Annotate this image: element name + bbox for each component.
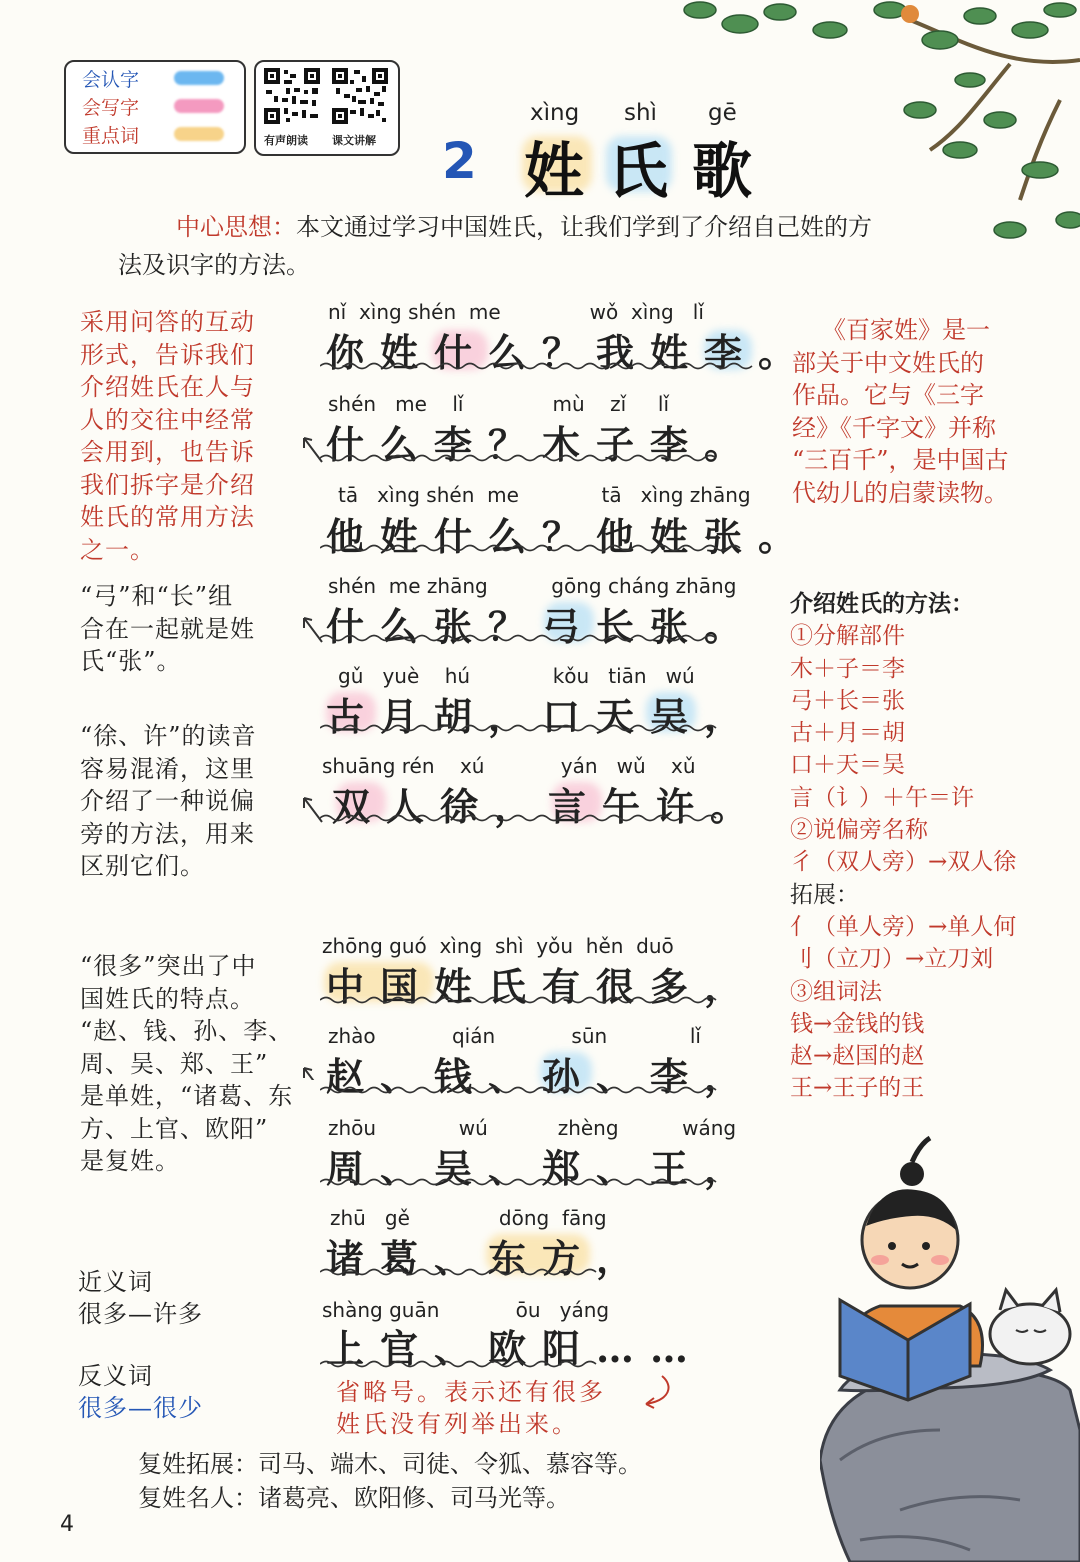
verse-wavy-underlines [320, 362, 760, 1372]
title-pinyin-2: shì [624, 100, 657, 126]
verse-line-10: 诸葛、东方， [326, 1236, 651, 1281]
center-idea-text-2: 法及识字的方法。 [118, 251, 310, 279]
legend-swatch-blue [174, 71, 224, 85]
title-pinyin-1: xìng [530, 100, 580, 126]
ellipsis-note-1: 省略号。表示还有很多 [336, 1378, 606, 1406]
note-gong-chang: “弓”和“长”组 合在一起就是姓 氏“张”。 [80, 582, 255, 675]
synonym-pair: 很多—许多 [78, 1300, 203, 1328]
note-baijiaxing: 《百家姓》是一 部关于中文姓氏的 作品。它与《三字 经》《千字文》并称 “三百千”，是中国古 代幼儿的启蒙读物。 [792, 316, 1009, 507]
verse-line-11: 上官、欧阳…… [326, 1326, 705, 1371]
legend-box [64, 60, 246, 154]
qr-code-lecture-icon[interactable] [332, 68, 388, 124]
verse-pinyin-7: zhōng guó xìng shì yǒu hěn duō [322, 934, 674, 958]
qr-label-reading: 有声朗读 [264, 134, 308, 147]
verse-pinyin-10: zhū gě dōng fāng [330, 1206, 607, 1230]
verse-pinyin-1: nǐ xìng shén me wǒ xìng lǐ [328, 300, 704, 324]
compound-surname-celebrities: 复姓名人：诸葛亮、欧阳修、司马光等。 [138, 1484, 570, 1512]
note-question-answer: 采用问答的互动 形式，告诉我们 介绍姓氏在人与 人的交往中经常 会用到，也告诉 我们拆字是介绍 姓氏的常用方法 之一。 [80, 308, 255, 564]
lesson-number: 2 [442, 132, 477, 190]
synonym-label: 近义词 [78, 1268, 153, 1296]
note-xu-xu: “徐、许”的读音 容易混淆，这里 介绍了一种说偏 旁的方法，用来 区别它们。 [80, 722, 257, 880]
legend-label-keyword: 重点词 [82, 125, 140, 147]
ellipsis-arrow-icon [636, 1372, 676, 1412]
page-number: 4 [60, 1512, 74, 1537]
verse-line-4: 什么张？弓长张。 [326, 604, 759, 649]
legend-swatch-pink [174, 99, 224, 113]
verse-pinyin-9: zhōu wú zhèng wáng [328, 1116, 737, 1140]
center-idea-label: 中心思想： [176, 213, 296, 241]
legend-swatch-yellow [174, 127, 224, 141]
qr-code-reading-icon[interactable] [264, 68, 320, 124]
title-char-1: 姓 [524, 137, 584, 207]
title-char-3: 歌 [692, 137, 752, 207]
legend-label-write: 会写字 [82, 97, 140, 119]
boy-reading-illustration [820, 1130, 1080, 1562]
verse-pinyin-8: zhào qián sūn lǐ [328, 1024, 701, 1048]
method-panel: 介绍姓氏的方法： ①分解部件 木＋子＝李 弓＋长＝张 古＋月＝胡 口＋天＝吴 言（讠）＋午＝许 ②说偏旁名称 彳（双人旁）→双人徐 拓展： 亻（单人旁）→单人何 刂（立刀）→立刀刘 ③组词法 钱→金钱的钱 赵→赵国的赵 王→王子的王 [790, 588, 1070, 1105]
verse-line-1: 你姓什么？我姓李。 [326, 330, 813, 375]
verse-line-5: 古月胡，口天吴， [326, 694, 759, 739]
verse-pinyin-6: shuāng rén xú yán wǔ xǔ [322, 754, 696, 778]
title-char-2: 氏 [608, 137, 668, 207]
verse-line-7: 中国姓氏有很多， [326, 964, 759, 1009]
verse-line-2: 什么李？木子李。 [326, 422, 759, 467]
note-many-surnames: “很多”突出了中 国姓氏的特点。 “赵、钱、孙、李、 周、吴、郑、王” 是单姓，“诸葛、东 方、上官、欧阳” 是复姓。 [80, 952, 294, 1175]
verse-pinyin-2: shén me lǐ mù zǐ lǐ [328, 392, 670, 416]
legend-label-recognize: 会认字 [82, 69, 140, 91]
center-idea-text-1: 本文通过学习中国姓氏，让我们学到了介绍自己姓的方 [296, 213, 872, 241]
verse-line-9: 周、吴、郑、王， [326, 1146, 759, 1191]
ellipsis-note-2: 姓氏没有列举出来。 [336, 1410, 579, 1438]
verse-line-3: 他姓什么？他姓张。 [326, 514, 813, 559]
verse-line-8: 赵、钱、孙、李， [326, 1054, 759, 1099]
antonym-label: 反义词 [78, 1362, 153, 1390]
verse-pinyin-3: tā xìng shén me tā xìng zhāng [338, 483, 751, 507]
qr-code-box [254, 60, 400, 156]
antonym-pair: 很多—很少 [78, 1394, 203, 1422]
qr-label-lecture: 课文讲解 [332, 134, 376, 147]
verse-pinyin-5: gǔ yuè hú kǒu tiān wú [338, 664, 695, 688]
verse-pinyin-11: shàng guān ōu yáng [322, 1298, 610, 1322]
compound-surname-extension: 复姓拓展：司马、端木、司徒、令狐、慕容等。 [138, 1450, 642, 1478]
center-idea [118, 208, 1018, 284]
verse-line-6: 双人徐，言午许。 [332, 784, 765, 829]
method-title: 介绍姓氏的方法： [790, 591, 974, 617]
verse-pinyin-4: shén me zhāng gōng cháng zhāng [328, 574, 737, 598]
title-pinyin-3: gē [708, 100, 737, 126]
